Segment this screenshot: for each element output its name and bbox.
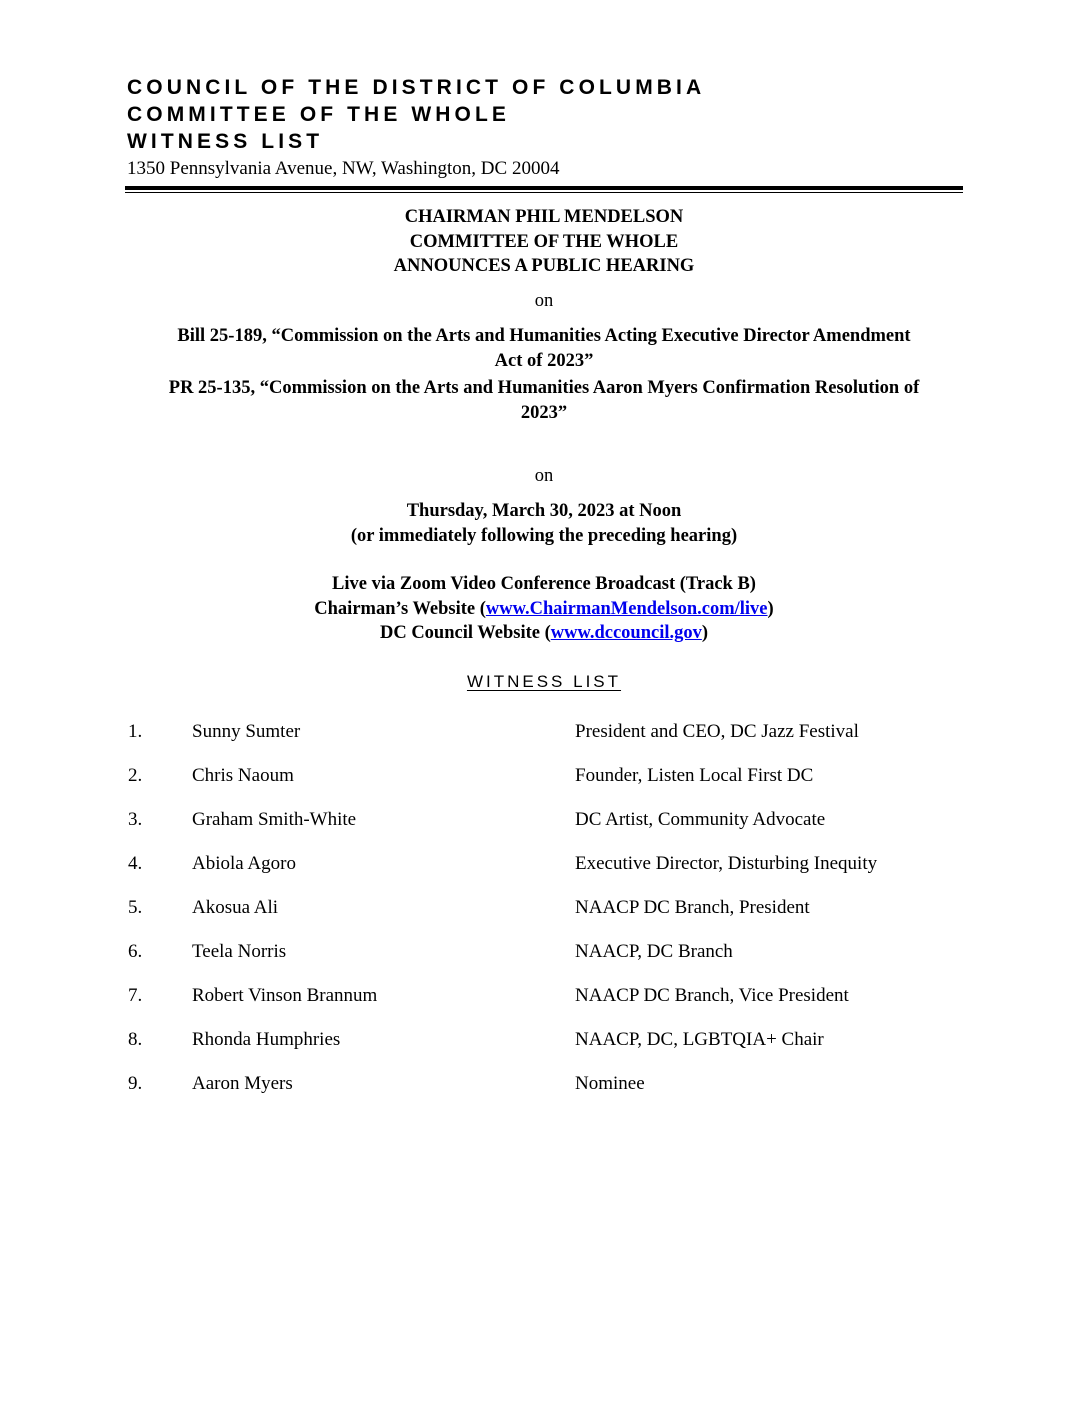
witness-affiliation: President and CEO, DC Jazz Festival bbox=[575, 721, 859, 742]
council-website-link[interactable]: www.dccouncil.gov bbox=[550, 623, 702, 643]
witness-name: Sunny Sumter bbox=[192, 721, 301, 742]
witness-affiliation: NAACP DC Branch, President bbox=[575, 897, 810, 918]
witness-name: Rhonda Humphries bbox=[192, 1029, 341, 1050]
witness-number: 2. bbox=[128, 765, 143, 786]
witness-number: 6. bbox=[128, 941, 143, 962]
witness-row bbox=[0, 1071, 1088, 1115]
witness-number: 5. bbox=[128, 897, 143, 918]
announcement-committee: COMMITTEE OF THE WHOLE bbox=[409, 231, 679, 252]
broadcast-info bbox=[125, 572, 963, 646]
witness-affiliation: NAACP, DC Branch bbox=[575, 941, 733, 962]
witness-affiliation: Executive Director, Disturbing Inequity bbox=[575, 853, 878, 874]
witness-affiliation: Nominee bbox=[575, 1073, 645, 1094]
witness-name: Robert Vinson Brannum bbox=[192, 985, 378, 1006]
council-website-close: ) bbox=[701, 623, 709, 643]
bill-item bbox=[125, 324, 963, 373]
witness-row bbox=[0, 763, 1088, 807]
witness-name: Aaron Myers bbox=[192, 1073, 293, 1094]
announcement-chairman: CHAIRMAN PHIL MENDELSON bbox=[404, 207, 684, 227]
witness-name: Abiola Agoro bbox=[192, 853, 296, 874]
witness-affiliation: DC Artist, Community Advocate bbox=[575, 809, 826, 830]
council-website-line bbox=[125, 621, 963, 646]
witness-name: Akosua Ali bbox=[192, 897, 279, 918]
letterhead-address: 1350 Pennsylvania Avenue, NW, Washington, DC 20004 bbox=[127, 158, 560, 179]
council-website-label: DC Council Website ( bbox=[379, 623, 551, 643]
letterhead-council: COUNCIL OF THE DISTRICT OF COLUMBIA bbox=[127, 76, 706, 99]
broadcast-zoom: Live via Zoom Video Conference Broadcast (Track B) bbox=[332, 574, 756, 594]
hearing-datetime bbox=[125, 499, 963, 548]
bill-title-line: Bill 25-189, “Commission on the Arts and Humanities Acting Executive Director Amendment bbox=[177, 326, 911, 346]
witness-number: 7. bbox=[128, 985, 143, 1006]
chairman-website-close: ) bbox=[767, 598, 774, 619]
witness-list-heading-text: WITNESS LIST bbox=[466, 672, 622, 691]
witness-number: 8. bbox=[128, 1029, 143, 1050]
hearing-note: (or immediately following the preceding hearing) bbox=[350, 525, 738, 546]
witness-row bbox=[0, 939, 1088, 983]
letterhead-witness-list: WITNESS LIST bbox=[127, 130, 324, 153]
witness-row bbox=[0, 807, 1088, 851]
witness-row bbox=[0, 895, 1088, 939]
witness-list bbox=[0, 719, 1088, 1115]
hearing-date-time: Thursday, March 30, 2023 at Noon bbox=[406, 501, 682, 521]
witness-number: 9. bbox=[128, 1073, 143, 1094]
announcement-hearing: ANNOUNCES A PUBLIC HEARING bbox=[393, 256, 695, 276]
witness-affiliation: NAACP DC Branch, Vice President bbox=[575, 985, 849, 1006]
witness-row bbox=[0, 1027, 1088, 1071]
witness-name: Teela Norris bbox=[192, 941, 287, 962]
witness-row bbox=[0, 851, 1088, 895]
witness-affiliation: Founder, Listen Local First DC bbox=[575, 765, 814, 786]
witness-list-heading bbox=[125, 671, 963, 693]
bill-title-line: Act of 2023” bbox=[494, 350, 594, 371]
witness-number: 4. bbox=[128, 853, 143, 874]
chairman-website-link[interactable]: www.ChairmanMendelson.com/live bbox=[485, 598, 768, 619]
witness-number: 1. bbox=[128, 721, 143, 742]
header-rule-thick bbox=[125, 186, 963, 190]
witness-number: 3. bbox=[128, 809, 143, 830]
bill-title-line: 2023” bbox=[520, 402, 568, 423]
bills-section bbox=[125, 324, 963, 428]
witness-name: Graham Smith-White bbox=[192, 809, 357, 830]
witness-row bbox=[0, 983, 1088, 1027]
witness-affiliation: NAACP, DC, LGBTQIA+ Chair bbox=[575, 1029, 824, 1050]
bill-title-line: PR 25-135, “Commission on the Arts and Humanities Aaron Myers Confirmation Resolution of bbox=[168, 378, 920, 398]
announcement bbox=[125, 205, 963, 279]
bill-item bbox=[125, 376, 963, 425]
witness-row bbox=[0, 719, 1088, 763]
chairman-website-label: Chairman’s Website ( bbox=[314, 598, 486, 619]
chairman-website-line bbox=[125, 597, 963, 622]
witness-name: Chris Naoum bbox=[192, 765, 294, 786]
on-label: on bbox=[534, 466, 554, 486]
letterhead-committee: COMMITTEE OF THE WHOLE bbox=[127, 103, 511, 126]
letterhead bbox=[127, 74, 967, 181]
on-label: on bbox=[534, 291, 554, 311]
header-rule-thin bbox=[125, 192, 963, 193]
